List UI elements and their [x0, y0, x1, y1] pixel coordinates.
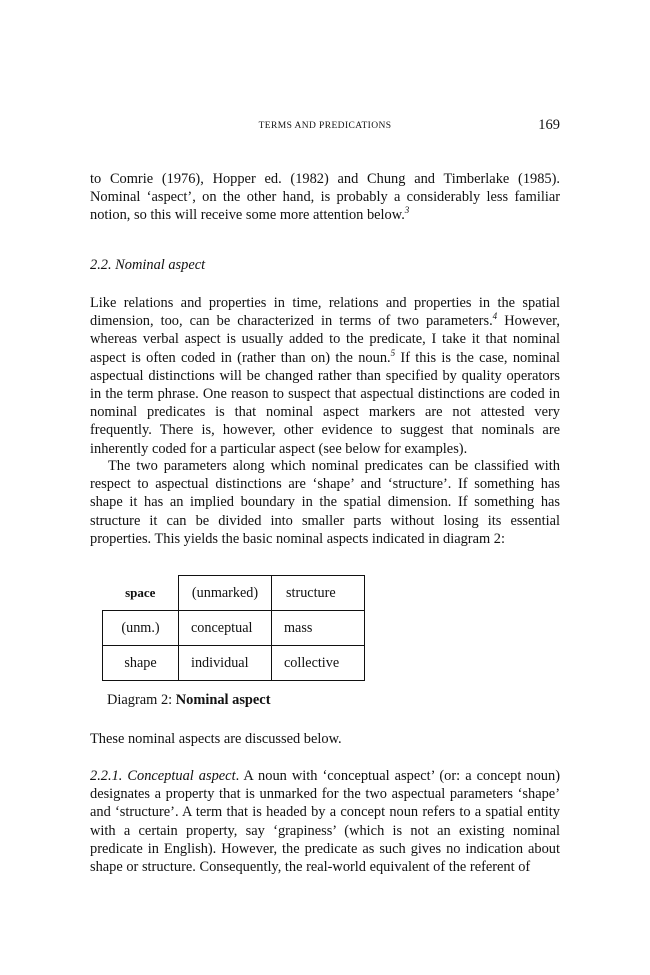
table-cell: individual — [179, 646, 272, 681]
diagram-caption-title: Nominal aspect — [175, 692, 271, 708]
paragraph-2 — [90, 457, 560, 548]
paragraph-1-text-a: Like relations and properties in time, relations and properties in the spatial dimension, too, can be characterized in terms of two parameters. — [90, 295, 560, 330]
intro-text: to Comrie (1976), Hopper ed. (1982) and Chung and Timberlake (1985). Nominal ‘aspect’, on the other hand, is probably a considerably less familiar notion, so this will receive some more attention below. — [90, 171, 560, 224]
footnote-marker: 5 — [390, 347, 396, 358]
table-header-structure: structure — [272, 576, 365, 611]
table-cell: mass — [272, 611, 365, 646]
subsection-heading: 2.2.1. Conceptual aspect — [90, 768, 236, 784]
paragraph-1 — [90, 294, 560, 458]
table-row-head: (unm.) — [103, 611, 179, 646]
table-row-head: shape — [103, 646, 179, 681]
paragraph-3-text: These nominal aspects are discussed below. — [90, 731, 342, 747]
diagram-caption-label: Diagram 2: — [107, 692, 176, 708]
paragraph-4 — [90, 767, 560, 876]
table-row — [103, 611, 365, 646]
table-row — [103, 646, 365, 681]
diagram-caption — [107, 692, 270, 709]
table-cell: collective — [272, 646, 365, 681]
paragraph-3 — [90, 730, 560, 748]
table-header-row — [103, 576, 365, 611]
section-heading: 2.2. Nominal aspect — [90, 257, 206, 273]
paragraph-4-text: . A noun with ‘conceptual aspect’ (or: a concept noun) designates a property that is unmarked for the two aspectual parameters ‘shape’ and ‘structure’. A term that is headed by a concept noun refers to a spatial entity with a certain property, say ‘grapiness’ (which is not an existing nominal predicate in English). However, the predicate as such gives no indication about shape or structure. Consequently, the real-world equivalent of the referent of — [90, 768, 560, 876]
running-head: TERMS AND PREDICATIONS — [258, 121, 392, 131]
table-cell: conceptual — [179, 611, 272, 646]
footnote-marker: 4 — [492, 311, 498, 322]
nominal-aspect-diagram — [102, 575, 364, 679]
table-header-unmarked: (unmarked) — [179, 576, 272, 611]
paragraph-2-text: The two parameters along which nominal predicates can be classified with respect to aspectual distinctions are ‘shape’ and ‘structure’. If something has shape it has an implied boundary in the spatial dimension. If something has structure it can be divided into smaller parts without losing its essential properties. This yields the basic nominal aspects indicated in diagram 2: — [90, 458, 560, 547]
paragraph-1-text-b: However, whereas verbal aspect is usually added to the predicate, I take it that nominal aspect is often coded in (rather than on) the noun. — [90, 313, 560, 366]
page-number: 169 — [538, 117, 560, 133]
aspect-table — [102, 575, 365, 681]
footnote-marker: 3 — [404, 205, 410, 216]
paragraph-1-text-c: If this is the case, nominal aspectual distinctions will be changed rather than specified by quality operators in the term phrase. One reason to suspect that aspectual distinctions are coded in nominal predicates is that nominal aspect markers are not attested very frequently. There is, however, other evidence to suggest that nominals are inherently coded for a particular aspect (see below for examples). — [90, 349, 560, 457]
table-header-space: space — [103, 576, 179, 611]
intro-paragraph — [90, 170, 560, 225]
